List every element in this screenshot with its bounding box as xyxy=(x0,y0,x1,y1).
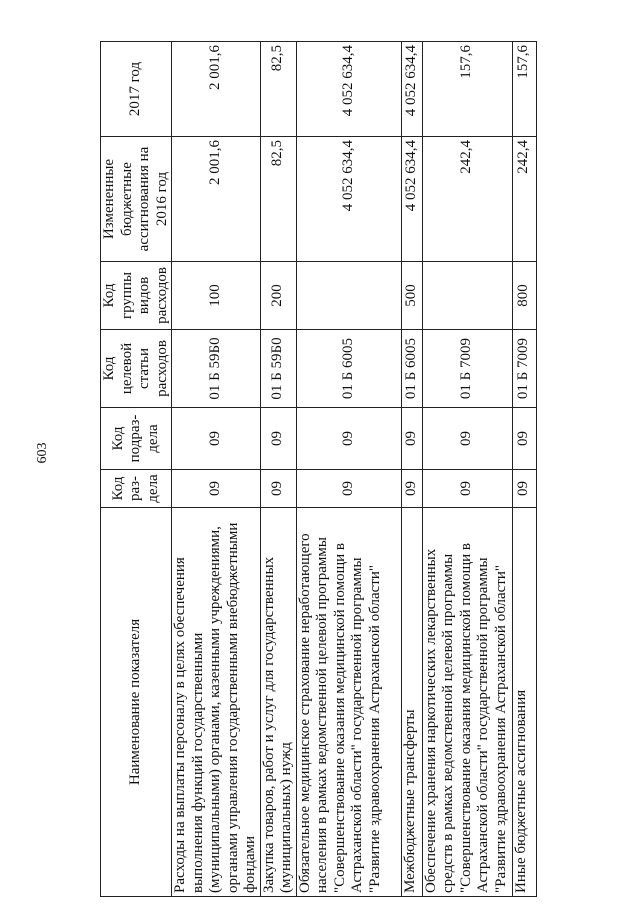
row-name: Обеспечение хранения наркотических лекарственных средств в рамках ведомственной целевой программы "Совершенствование оказания медицинской помощи в Астраханской области" государственной программы "Развитие здравоохранения Астраханской области" xyxy=(422,508,512,897)
table-row xyxy=(172,42,261,897)
header-name: Наименование показателя xyxy=(101,508,172,897)
row-2016-value: 242,4 xyxy=(422,137,512,262)
row-2017-value: 157,6 xyxy=(512,42,536,137)
row-name: Межбюджетные трансферты xyxy=(401,508,422,897)
page-number: 603 xyxy=(35,442,50,464)
row-2017-value: 157,6 xyxy=(422,42,512,137)
header-target-code: Код целевой статьи расходов xyxy=(101,330,172,408)
header-razdel: Код раз-дела xyxy=(101,470,172,508)
table-header-row xyxy=(101,42,172,897)
row-2017-value: 82,5 xyxy=(260,42,296,137)
row-expense-group xyxy=(422,262,512,330)
row-name: Обязательное медицинское страхование неработающего населения в рамках ведомственной целевой программы "Совершенствование оказания медицинской помощи в Астраханской области" государственной программы "Развитие здравоохранения Астраханской области" xyxy=(296,508,401,897)
header-podrazdel: Код подраз-дела xyxy=(101,408,172,470)
rotated-page xyxy=(100,42,532,897)
row-podrazdel: 09 xyxy=(260,408,296,470)
row-2016-value: 2 001,6 xyxy=(172,137,261,262)
row-expense-group: 200 xyxy=(260,262,296,330)
row-podrazdel: 09 xyxy=(296,408,401,470)
row-expense-group xyxy=(296,262,401,330)
row-razdel: 09 xyxy=(401,470,422,508)
table-row xyxy=(260,42,296,897)
row-podrazdel: 09 xyxy=(422,408,512,470)
row-name: Иные бюджетные ассигнования xyxy=(512,508,536,897)
row-target-code: 01 Б 7009 xyxy=(512,330,536,408)
row-target-code: 01 Б 6005 xyxy=(296,330,401,408)
row-target-code: 01 Б 59Б0 xyxy=(172,330,261,408)
row-2016-value: 4 052 634,4 xyxy=(296,137,401,262)
table-row xyxy=(401,42,422,897)
header-2016: Измененные бюджетные ассигнования на 2016 год xyxy=(101,137,172,262)
row-razdel: 09 xyxy=(422,470,512,508)
row-expense-group: 800 xyxy=(512,262,536,330)
table-row xyxy=(512,42,536,897)
row-name: Расходы на выплаты персоналу в целях обеспечения выполнения функций государственными (муниципальными) органами, казенными учреждениями, органами управления государственными внебюджетными фондами xyxy=(172,508,261,897)
row-2017-value: 2 001,6 xyxy=(172,42,261,137)
budget-table xyxy=(100,41,537,897)
row-2016-value: 242,4 xyxy=(512,137,536,262)
row-podrazdel: 09 xyxy=(401,408,422,470)
table-row xyxy=(296,42,401,897)
row-target-code: 01 Б 7009 xyxy=(422,330,512,408)
row-razdel: 09 xyxy=(260,470,296,508)
row-podrazdel: 09 xyxy=(172,408,261,470)
header-expense-group: Код группы видов расходов xyxy=(101,262,172,330)
row-expense-group: 500 xyxy=(401,262,422,330)
row-name: Закупка товаров, работ и услуг для государственных (муниципальных) нужд xyxy=(260,508,296,897)
row-podrazdel: 09 xyxy=(512,408,536,470)
table-row xyxy=(422,42,512,897)
row-razdel: 09 xyxy=(296,470,401,508)
header-2017: 2017 год xyxy=(101,42,172,137)
row-2016-value: 4 052 634,4 xyxy=(401,137,422,262)
row-target-code: 01 Б 59Б0 xyxy=(260,330,296,408)
row-target-code: 01 Б 6005 xyxy=(401,330,422,408)
row-expense-group: 100 xyxy=(172,262,261,330)
row-2017-value: 4 052 634,4 xyxy=(401,42,422,137)
row-razdel: 09 xyxy=(172,470,261,508)
row-razdel: 09 xyxy=(512,470,536,508)
row-2017-value: 4 052 634,4 xyxy=(296,42,401,137)
row-2016-value: 82,5 xyxy=(260,137,296,262)
